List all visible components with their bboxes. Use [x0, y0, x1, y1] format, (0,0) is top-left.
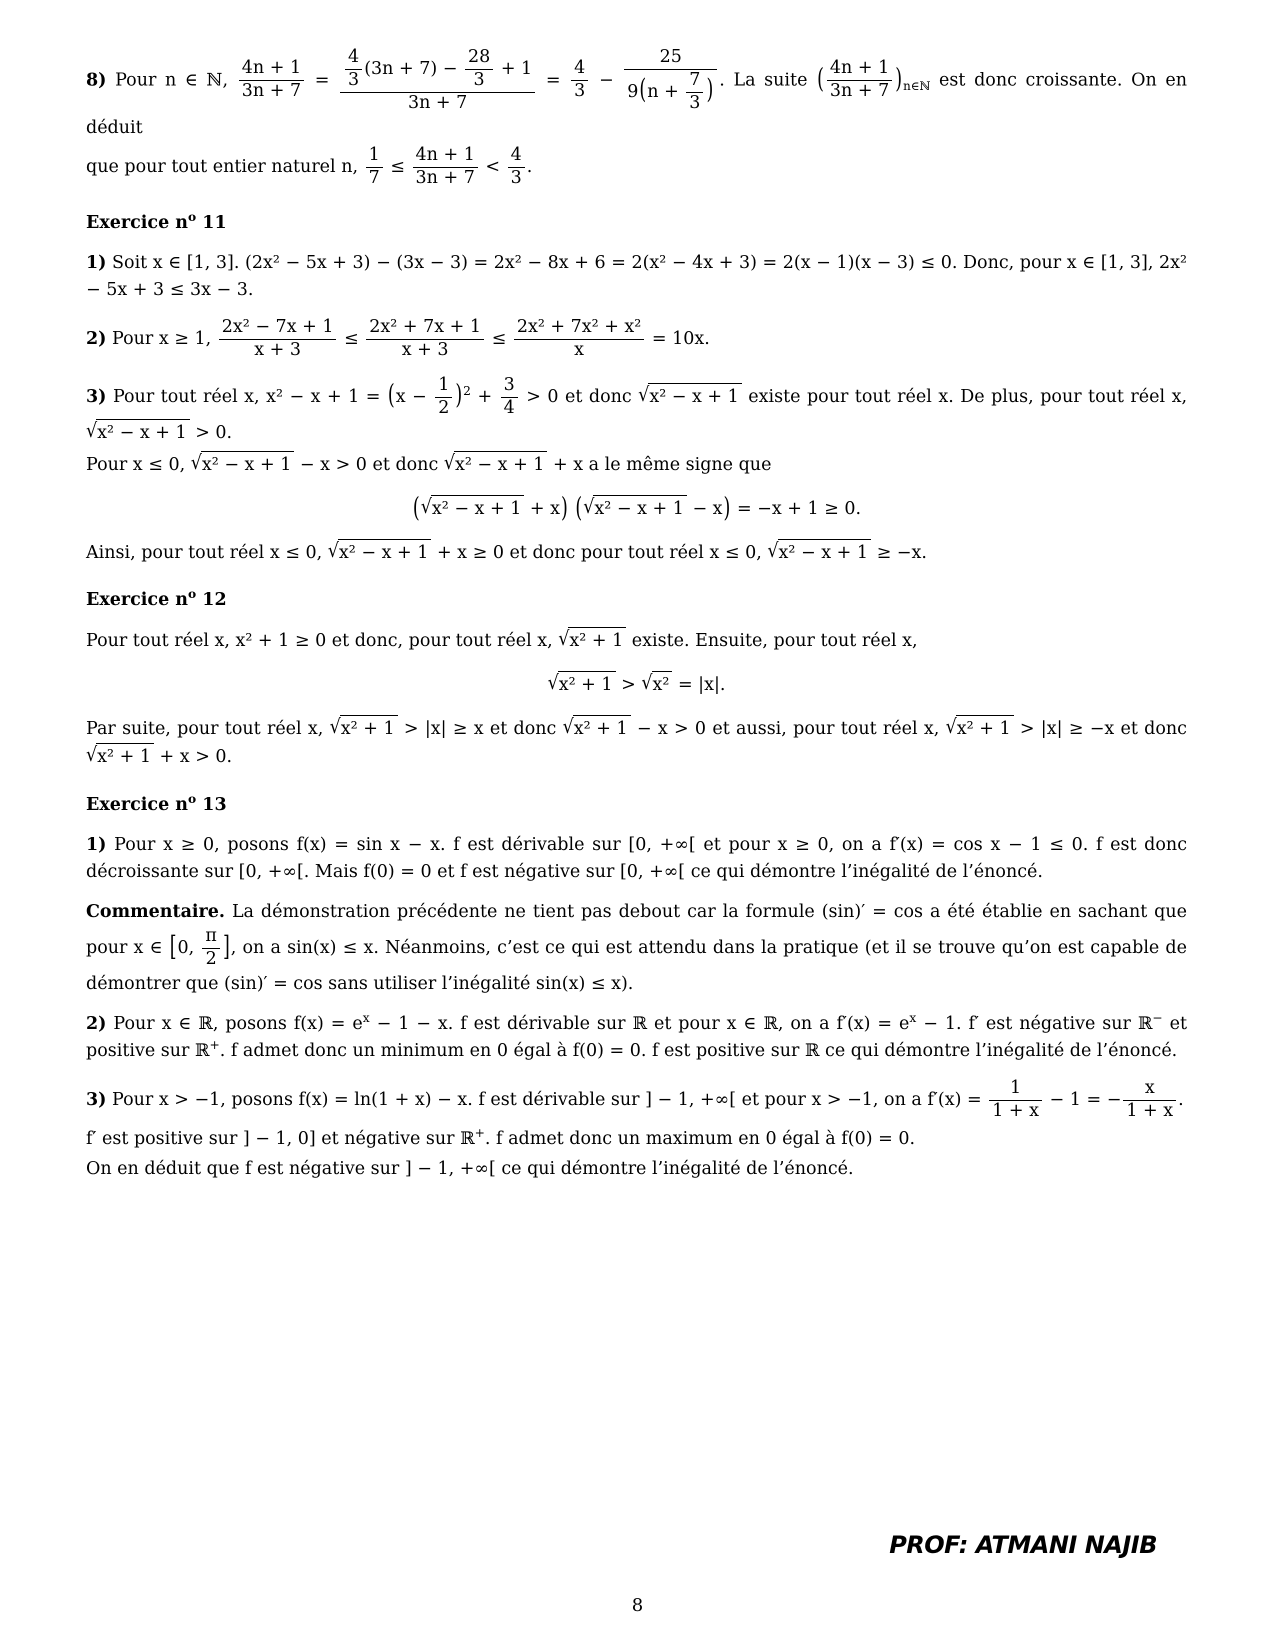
fraction-denominator: [571, 80, 588, 103]
text-run: +: [470, 386, 499, 407]
centered-equation: [86, 671, 1187, 699]
big-delimiter: (: [817, 64, 824, 96]
square-root: [86, 743, 154, 771]
radical-icon: √: [443, 451, 455, 475]
text-run: x² + 1: [97, 747, 151, 768]
radical-icon: √: [583, 495, 595, 519]
text-run: 2x² − 7x + 1: [221, 316, 334, 337]
fraction-numerator: [989, 1078, 1042, 1100]
text-run: 3: [348, 69, 360, 90]
text-run: + x ≥ 0 et donc pour tout réel x ≤ 0,: [431, 542, 768, 563]
text-run: 4n + 1: [415, 144, 475, 165]
text-run: que pour tout entier naturel n,: [86, 156, 364, 177]
text-run: − x > 0 et donc: [294, 454, 444, 475]
radical-icon: √: [327, 539, 339, 563]
text-run: 7: [689, 69, 701, 90]
fraction: [508, 145, 525, 190]
radical-icon: √: [190, 451, 202, 475]
fraction-denominator: [508, 167, 525, 190]
text-run: x² − x + 1: [454, 454, 545, 475]
centered-equation: [86, 492, 1187, 524]
page-number: 8: [631, 1595, 644, 1617]
fraction: [571, 58, 588, 103]
text-run: − 1 = −: [1043, 1090, 1122, 1110]
text-run: . f admet donc un minimum en 0 égal à f(0) = 0. f est positive sur ℝ ce qui démontre l’inégalité de l’énoncé.: [219, 1041, 1178, 1061]
text-run: x² − x + 1: [97, 423, 187, 444]
text-run: ≥ −x.: [871, 542, 927, 563]
exercise-heading: [86, 210, 1187, 237]
fraction-denominator: [239, 80, 304, 103]
superscript: +: [209, 1038, 220, 1053]
text-run: 1: [368, 144, 380, 165]
fraction-numerator: [571, 58, 588, 80]
text-run: 4n + 1: [829, 58, 890, 79]
document-content: [86, 34, 1187, 1183]
radical-icon: √: [638, 383, 650, 407]
text-run: − 1. f′ est négative sur ℝ: [916, 1013, 1153, 1034]
text-run: 4: [510, 144, 522, 165]
text-run: 4: [574, 58, 586, 79]
text-run: π: [205, 926, 217, 946]
fraction: [219, 317, 337, 362]
radicand: [593, 495, 686, 523]
radicand: [431, 495, 524, 523]
paragraph: [86, 47, 1187, 142]
fraction: [366, 317, 484, 362]
fraction: [465, 47, 493, 92]
text-run: Pour x ≥ 1,: [106, 328, 217, 349]
text-run: x −: [395, 386, 434, 407]
text-run: . f admet donc un maximum en 0 égal à f(0) = 0.: [484, 1128, 916, 1149]
text-run: est donc croissante. On en déduit: [86, 70, 1187, 138]
text-run: existe. Ensuite, pour tout réel x,: [626, 631, 918, 651]
text-run: (3n + 7) −: [364, 58, 463, 79]
paragraph: [86, 832, 1187, 886]
text-run: 28: [467, 47, 491, 67]
radicand: [201, 451, 294, 479]
text-run: 1: [438, 374, 450, 395]
text-run: x² + 1: [558, 675, 613, 696]
text-run: x² − x + 1: [338, 542, 429, 563]
fraction-denominator: [366, 339, 484, 362]
superscript: o: [188, 208, 197, 224]
radicand: [558, 671, 616, 699]
radical-icon: √: [945, 716, 957, 739]
fraction-denominator: [827, 80, 892, 103]
fraction-denominator: [435, 397, 452, 420]
text-run: − 1 − x. f est dérivable sur ℝ et pour x ∈ ℝ, on a f′(x) = e: [369, 1013, 910, 1034]
paragraph: [86, 250, 1187, 304]
text-run: .: [1178, 1090, 1184, 1110]
text-run: 12: [196, 589, 227, 610]
text-run: Pour x ≤ 0,: [86, 454, 191, 475]
text-run: > |x| ≥ x et donc: [397, 719, 563, 740]
radicand: [568, 627, 626, 655]
text-run: On en déduit que f est négative sur ] − 1, +∞[ ce qui démontre l’inégalité de l’énoncé.: [86, 1159, 854, 1179]
fraction: [345, 47, 362, 92]
square-root: [86, 419, 190, 447]
text-run: Ainsi, pour tout réel x ≤ 0,: [86, 542, 328, 563]
text-run: Pour x > −1, posons f(x) = ln(1 + x) − x. f est dérivable sur ] − 1, +∞[ et pour x > −1, on a f′(x) =: [106, 1090, 988, 1110]
text-run: 4n + 1: [241, 58, 302, 79]
fraction: [514, 317, 645, 362]
text-run: x: [1144, 1078, 1155, 1099]
paragraph: [86, 899, 1187, 998]
big-delimiter: (: [575, 492, 583, 524]
text-run: Pour x ∈ ℝ, posons f(x) = e: [106, 1013, 363, 1034]
text-run: x² − x + 1: [594, 498, 684, 519]
text-run: = |x|.: [672, 675, 726, 696]
text-run: + x: [524, 498, 561, 519]
text-run: Pour x ≥ 0, posons f(x) = sin x − x. f est dérivable sur [0, +∞[ et pour x ≥ 0, on a f′(x) = cos x − 1 ≤ 0. f est donc décroissante sur [0, +∞[. Mais f(0) = 0 et f est négative sur [0, +∞[ ce qui démontre l’inégalité de l’énoncé.: [86, 834, 1187, 882]
fraction: [1123, 1078, 1176, 1123]
fraction: [827, 58, 892, 103]
superscript: x: [362, 1011, 370, 1026]
text-run: 3n + 7: [415, 167, 475, 188]
fraction: [239, 58, 304, 103]
text-run: =: [306, 70, 339, 91]
radical-icon: √: [767, 539, 779, 563]
fraction-numerator: [435, 375, 452, 397]
paragraph: [86, 1126, 1187, 1153]
text-run: Exercice n: [86, 212, 189, 233]
radicand: [454, 451, 547, 479]
text-run: 4: [348, 47, 360, 67]
text-run: x² + 1: [956, 719, 1011, 740]
text-run: Soit x ∈ [1, 3]. (2x² − 5x + 3) − (3x − 3) = 2x² − 8x + 6 = 2(x² − 4x + 3) = 2(x − 1)(x − 3) ≤ 0. Donc, pour x ∈ [1, 3], 2x² − 5x + 3 ≤ 3x − 3.: [86, 252, 1187, 300]
fraction-denominator: [1123, 1100, 1176, 1123]
square-root: [548, 671, 616, 699]
text-run: 1 + x: [992, 1101, 1039, 1121]
text-run: 2x² + 7x² + x²: [516, 316, 642, 337]
text-run: n +: [647, 81, 685, 102]
radicand: [96, 743, 154, 771]
big-delimiter: ): [455, 380, 463, 412]
text-run: 2: [438, 397, 450, 418]
radical-icon: √: [86, 420, 98, 443]
fraction: [686, 70, 703, 115]
superscript: 2: [463, 383, 471, 398]
radical-icon: √: [547, 672, 559, 695]
text-run: ≤: [338, 328, 365, 349]
text-run: .: [526, 156, 533, 177]
text-run: > 0.: [189, 423, 233, 444]
fraction-numerator: [366, 317, 484, 339]
text-run: x + 3: [401, 339, 449, 360]
fraction-numerator: [1123, 1078, 1176, 1100]
text-run: 0,: [177, 937, 201, 958]
big-delimiter: ): [723, 492, 731, 524]
fraction-numerator: [508, 145, 525, 167]
fraction: [340, 47, 535, 115]
text-run: > 0 et donc: [519, 386, 639, 407]
radical-icon: √: [562, 716, 574, 739]
radicand: [338, 539, 431, 567]
radicand: [96, 419, 189, 447]
square-root: [558, 627, 626, 655]
text-run: 3: [574, 81, 586, 102]
text-run: 3n + 7: [241, 81, 302, 102]
text-run: 9: [627, 81, 639, 102]
text-run: −: [590, 70, 623, 91]
paragraph: [86, 539, 1187, 567]
text-run: > |x| ≥ −x et donc: [1013, 719, 1187, 740]
square-root: [444, 451, 548, 479]
bold-text: 2): [86, 1013, 107, 1034]
text-run: + x > 0.: [153, 747, 233, 768]
square-root: [328, 539, 432, 567]
fraction: [366, 145, 383, 190]
fraction-denominator: [413, 167, 478, 190]
fraction: [202, 926, 220, 971]
fraction: [413, 145, 478, 190]
fraction-denominator: [989, 1100, 1042, 1123]
text-run: + 1: [495, 58, 533, 79]
fraction-denominator: [345, 69, 362, 92]
paragraph: [86, 1156, 1187, 1183]
superscript: x: [909, 1011, 917, 1026]
bold-text: 2): [86, 328, 107, 349]
superscript: o: [188, 790, 197, 806]
fraction-denominator: [501, 397, 518, 420]
text-run: La démonstration précédente ne tient pas debout car la formule (sin)′ = cos a été établie en sachant que pour x ∈: [86, 901, 1187, 958]
text-run: + x a le même signe que: [547, 454, 772, 475]
text-run: x² + 1: [573, 719, 628, 740]
fraction-denominator: [686, 92, 703, 115]
fraction-numerator: [366, 145, 383, 167]
square-root: [191, 451, 295, 479]
text-run: Par suite, pour tout réel x,: [86, 719, 330, 740]
text-run: x² − x + 1: [201, 454, 292, 475]
text-run: ≤: [384, 156, 411, 177]
text-run: . La suite: [719, 70, 817, 91]
fraction: [989, 1078, 1042, 1123]
radicand: [340, 715, 398, 743]
fraction-numerator: [827, 58, 892, 80]
square-root: [767, 539, 871, 567]
big-delimiter: ): [895, 64, 903, 96]
text-run: = 10x.: [646, 328, 710, 349]
fraction: [435, 375, 452, 420]
bold-text: Commentaire.: [86, 901, 226, 922]
fraction-numerator: [514, 317, 645, 339]
text-run: Exercice n: [86, 794, 189, 815]
fraction-numerator: [345, 47, 362, 69]
text-run: = −x + 1 ≥ 0.: [731, 498, 862, 519]
fraction-numerator: [413, 145, 478, 167]
text-run: 1: [1010, 1078, 1022, 1099]
text-run: ≤: [486, 328, 512, 349]
text-run: 3: [689, 92, 701, 113]
paragraph: [86, 375, 1187, 448]
subscript: n∈ℕ: [903, 78, 931, 93]
big-delimiter: (: [387, 380, 395, 412]
text-run: 3n + 7: [407, 92, 468, 113]
fraction-numerator: [624, 47, 717, 69]
big-delimiter: [: [169, 932, 177, 964]
square-root: [421, 495, 525, 523]
text-run: 11: [196, 212, 227, 233]
text-run: existe pour tout réel x. De plus, pour tout réel x,: [741, 386, 1188, 407]
bold-text: 3): [86, 1090, 107, 1110]
fraction-numerator: [465, 47, 493, 69]
superscript: +: [474, 1126, 485, 1141]
text-run: 7: [368, 167, 380, 188]
superscript: o: [188, 586, 197, 602]
fraction-numerator: [686, 70, 703, 92]
paragraph: [86, 627, 1187, 655]
radical-icon: √: [329, 716, 341, 739]
text-run: 13: [196, 794, 227, 815]
big-delimiter: ): [561, 492, 568, 524]
text-run: 1 + x: [1126, 1101, 1174, 1121]
text-run: x²: [652, 675, 670, 696]
exercise-heading: [86, 792, 1187, 819]
text-run: x² + 1: [340, 719, 395, 740]
prof-signature: PROF: ATMANI NAJIB: [889, 1530, 1157, 1559]
fraction-denominator: [624, 69, 717, 115]
text-run: x + 3: [254, 339, 302, 360]
text-run: 2: [205, 948, 217, 969]
square-root: [563, 715, 631, 743]
text-run: Pour tout réel x, x² − x + 1 =: [106, 386, 387, 407]
radicand: [652, 671, 673, 699]
bold-text: 1): [86, 252, 107, 273]
text-run: Pour n ∈ ℕ,: [106, 70, 237, 91]
fraction-numerator: [219, 317, 337, 339]
radical-icon: √: [420, 495, 432, 519]
text-run: 3: [510, 167, 522, 188]
radicand: [648, 383, 741, 411]
fraction: [624, 47, 717, 115]
radical-icon: √: [641, 672, 653, 695]
text-run: >: [615, 675, 642, 696]
fraction-denominator: [366, 167, 383, 190]
radicand: [573, 715, 631, 743]
text-run: x² − x + 1: [778, 542, 868, 563]
text-run: 3: [473, 69, 485, 90]
big-delimiter: ): [706, 75, 714, 107]
fraction-denominator: [219, 339, 337, 362]
big-delimiter: (: [412, 492, 420, 524]
text-run: =: [537, 70, 570, 91]
text-run: 2x² + 7x + 1: [369, 316, 482, 337]
fraction-numerator: [239, 58, 304, 80]
fraction: [501, 375, 518, 420]
text-run: − x: [686, 498, 723, 519]
text-run: 25: [659, 47, 682, 67]
superscript: −: [1152, 1011, 1163, 1026]
text-run: x² − x + 1: [649, 386, 739, 407]
text-run: − x > 0 et aussi, pour tout réel x,: [630, 719, 946, 740]
paragraph: [86, 451, 1187, 479]
paragraph: [86, 715, 1187, 771]
text-run: x² − x + 1: [431, 498, 522, 519]
fraction-denominator: [514, 339, 645, 362]
radical-icon: √: [86, 744, 98, 767]
fraction-denominator: [340, 92, 535, 115]
radicand: [778, 539, 871, 567]
text-run: x: [574, 339, 584, 360]
paragraph: [86, 317, 1187, 362]
square-root: [638, 383, 742, 411]
text-run: , on a sin(x) ≤ x. Néanmoins, c’est ce qui est attendu dans la pratique (et il se trouve qu’on est capable de démontrer que (sin)′ = cos sans utiliser l’inégalité sin(x) ≤ x).: [86, 937, 1187, 994]
radicand: [956, 715, 1014, 743]
text-run: <: [479, 156, 506, 177]
paragraph: [86, 145, 1187, 190]
square-root: [583, 495, 687, 523]
text-run: et positive sur ℝ: [86, 1013, 1188, 1061]
text-run: Exercice n: [86, 589, 189, 610]
fraction-numerator: [340, 47, 535, 92]
fraction-denominator: [202, 948, 220, 971]
fraction-numerator: [501, 375, 518, 397]
big-delimiter: (: [639, 75, 647, 107]
fraction-denominator: [465, 69, 493, 92]
text-run: Pour tout réel x, x² + 1 ≥ 0 et donc, pour tout réel x,: [86, 631, 559, 651]
square-root: [641, 671, 672, 699]
big-delimiter: ]: [222, 932, 230, 964]
bold-text: 3): [86, 386, 107, 407]
paragraph: [86, 1078, 1187, 1123]
square-root: [330, 715, 398, 743]
text-run: x² + 1: [569, 631, 624, 651]
exercise-heading: [86, 587, 1187, 614]
text-run: f′ est positive sur ] − 1, 0] et négative sur ℝ: [86, 1128, 475, 1149]
fraction-numerator: [202, 926, 220, 948]
radical-icon: √: [558, 628, 570, 651]
text-run: 4: [503, 397, 515, 418]
text-run: 3: [503, 374, 515, 395]
paragraph: [86, 1011, 1187, 1065]
bold-text: 8): [86, 70, 107, 91]
text-run: 3n + 7: [829, 81, 890, 102]
bold-text: 1): [86, 834, 107, 855]
square-root: [946, 715, 1014, 743]
